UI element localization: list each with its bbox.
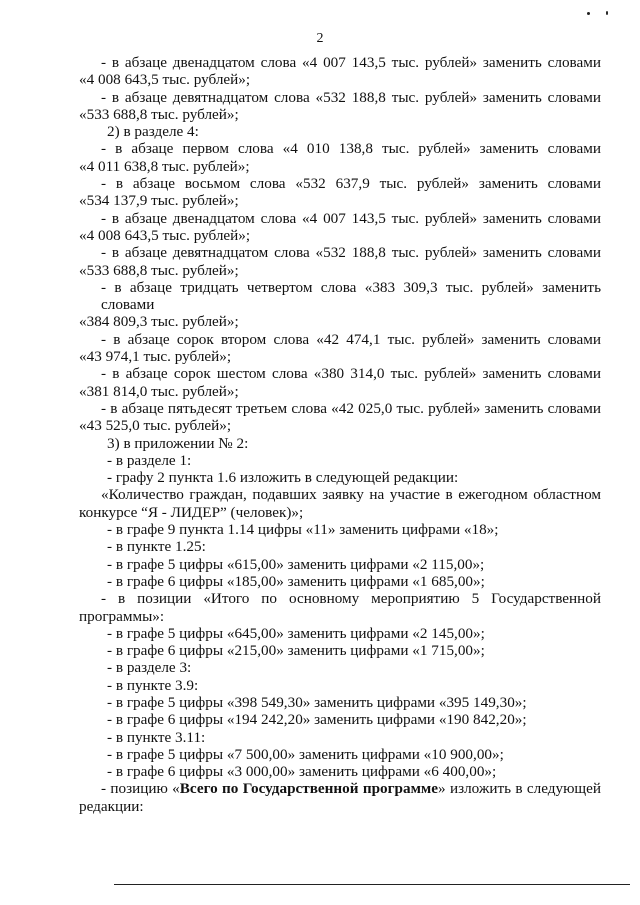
text-line — [79, 417, 601, 434]
text-line — [79, 383, 601, 400]
text-line — [79, 71, 601, 88]
line-text: «384 809,3 тыс. рублей»; — [79, 313, 239, 331]
text-line — [79, 331, 601, 348]
line-text: - в графе 6 цифры «185,00» заменить цифрами «1 685,00»; — [107, 572, 485, 590]
line-text: - графу 2 пункта 1.6 изложить в следующей редакции: — [107, 469, 459, 487]
line-text: - в разделе 1: — [107, 451, 192, 469]
text-line — [79, 313, 601, 330]
text-line — [79, 677, 601, 694]
text-line — [79, 659, 601, 676]
line-text: - в графе 5 цифры «7 500,00» заменить цифрами «10 900,00»; — [107, 745, 504, 763]
line-text: «43 974,1 тыс. рублей»; — [79, 348, 232, 366]
text-line — [79, 780, 601, 797]
line-text: - в графе 9 пункта 1.14 цифры «11» заменить цифрами «18»; — [107, 521, 499, 539]
scan-mark — [587, 12, 590, 15]
text-line — [79, 175, 601, 192]
line-text: - в графе 5 цифры «645,00» заменить цифрами «2 145,00»; — [107, 624, 485, 642]
line-text: - в абзаце двенадцатом слова «4 007 143,5 тыс. рублей» заменить словами — [101, 209, 601, 227]
text-line — [79, 694, 601, 711]
text-line — [79, 54, 601, 71]
text-line — [79, 348, 601, 365]
text-line — [79, 763, 601, 780]
line-text: 3) в приложении № 2: — [107, 434, 249, 452]
line-text: - в графе 6 цифры «3 000,00» заменить цифрами «6 400,00»; — [107, 763, 497, 781]
text-line — [79, 590, 601, 607]
document-body — [79, 54, 601, 815]
line-text: - в абзаце первом слова «4 010 138,8 тыс. рублей» заменить словами — [101, 140, 601, 158]
text-line — [79, 435, 601, 452]
line-text: - в графе 5 цифры «615,00» заменить цифрами «2 115,00»; — [107, 555, 485, 573]
bottom-rule — [114, 884, 630, 885]
line-text: «4 008 643,5 тыс. рублей»; — [79, 226, 251, 244]
text-line — [79, 729, 601, 746]
line-text: - позицию « — [101, 780, 180, 798]
line-text: - в пункте 3.11: — [107, 728, 206, 746]
text-line — [79, 262, 601, 279]
line-text: - в разделе 3: — [107, 659, 192, 677]
line-text: - в графе 6 цифры «215,00» заменить цифрами «1 715,00»; — [107, 642, 485, 660]
text-line — [79, 608, 601, 625]
text-line — [79, 538, 601, 555]
line-text: программы»: — [79, 607, 165, 625]
line-text: - в пункте 1.25: — [107, 538, 206, 556]
text-line — [79, 573, 601, 590]
line-text: - в абзаце девятнадцатом слова «532 188,8 тыс. рублей» заменить словами — [101, 244, 601, 262]
text-line — [79, 123, 601, 140]
text-line — [79, 486, 601, 503]
text-line — [79, 192, 601, 209]
text-line — [79, 625, 601, 642]
line-text: - в графе 6 цифры «194 242,20» заменить цифрами «190 842,20»; — [107, 711, 527, 729]
line-text: «Количество граждан, подавших заявку на участие в ежегодном областном — [101, 486, 601, 504]
text-line — [79, 140, 601, 157]
text-line — [79, 452, 601, 469]
text-line — [79, 798, 601, 815]
line-text: - в пункте 3.9: — [107, 676, 199, 694]
line-text: - в позиции «Итого по основному мероприятию 5 Государственной — [101, 590, 601, 608]
line-text: «533 688,8 тыс. рублей»; — [79, 105, 239, 123]
text-line — [79, 158, 601, 175]
line-text: - в абзаце сорок втором слова «42 474,1 тыс. рублей» заменить словами — [101, 330, 601, 348]
line-text: «4 011 638,8 тыс. рублей»; — [79, 157, 250, 175]
text-line — [79, 521, 601, 538]
text-line — [79, 746, 601, 763]
line-text: - в абзаце тридцать четвертом слова «383 309,3 тыс. рублей» заменить словами — [101, 278, 601, 314]
line-text: редакции: — [79, 797, 144, 815]
line-text: конкурсе “Я - ЛИДЕР” (человек)»; — [79, 503, 304, 521]
text-line — [79, 504, 601, 521]
text-line — [79, 244, 601, 261]
text-line — [79, 711, 601, 728]
line-text: - в графе 5 цифры «398 549,30» заменить цифрами «395 149,30»; — [107, 693, 527, 711]
text-line — [79, 210, 601, 227]
line-text: - в абзаце сорок шестом слова «380 314,0 тыс. рублей» заменить словами — [101, 365, 601, 383]
text-line — [79, 400, 601, 417]
page-number: 2 — [316, 31, 324, 46]
text-line — [79, 106, 601, 123]
text-line — [79, 469, 601, 486]
line-text: «4 008 643,5 тыс. рублей»; — [79, 71, 251, 89]
line-text: «533 688,8 тыс. рублей»; — [79, 261, 239, 279]
text-line — [79, 642, 601, 659]
text-line — [79, 89, 601, 106]
line-text: «43 525,0 тыс. рублей»; — [79, 417, 232, 435]
text-line — [79, 279, 601, 314]
line-text: 2) в разделе 4: — [107, 123, 199, 141]
line-text: - в абзаце пятьдесят третьем слова «42 025,0 тыс. рублей» заменить словами — [101, 399, 601, 417]
text-line — [79, 365, 601, 382]
line-text: » изложить в следующей — [438, 780, 601, 798]
line-text: - в абзаце восьмом слова «532 637,9 тыс. рублей» заменить словами — [101, 175, 601, 193]
line-text: - в абзаце двенадцатом слова «4 007 143,5 тыс. рублей» заменить словами — [101, 54, 601, 71]
line-text: «381 814,0 тыс. рублей»; — [79, 382, 239, 400]
line-text: «534 137,9 тыс. рублей»; — [79, 192, 239, 210]
bold-phrase: Всего по Государственной программе — [179, 780, 439, 798]
text-line — [79, 227, 601, 244]
scan-mark — [606, 11, 608, 15]
text-line — [79, 556, 601, 573]
line-text: - в абзаце девятнадцатом слова «532 188,8 тыс. рублей» заменить словами — [101, 88, 601, 106]
